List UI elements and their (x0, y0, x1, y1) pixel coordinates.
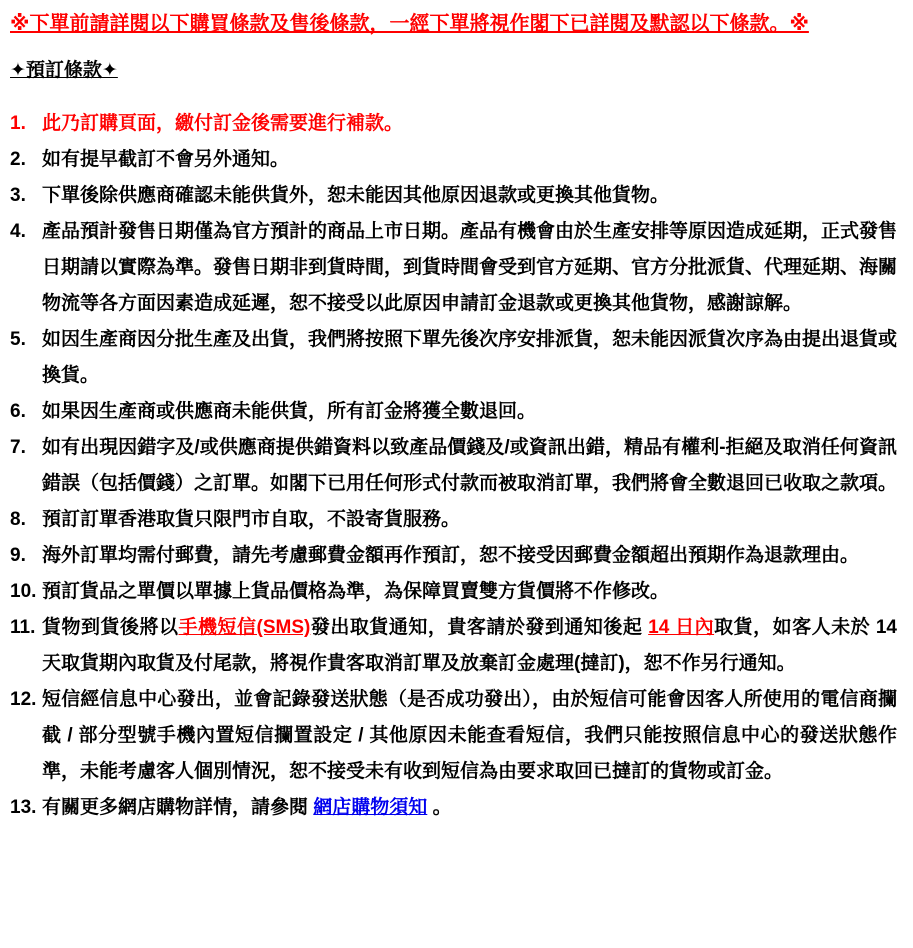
term-number: 10. (10, 581, 37, 602)
term-number: 4. (10, 221, 26, 242)
term-segment: 發出取貨通知，貴客請於發到通知後起 (310, 617, 649, 638)
term-segment: 如因生產商因分批生產及出貨，我們將按照下單先後次序安排派貨，恕未能因派貨次序為由提出退貨或換貨。 (42, 329, 898, 386)
term-text (42, 502, 897, 538)
term-text (42, 394, 897, 430)
term-text (42, 214, 897, 322)
term-segment: 短信經信息中心發出，並會記錄發送狀態（是否成功發出），由於短信可能會因客人所使用的電信商攔截 / 部分型號手機內置短信攔置設定 / 其他原因未能查看短信，我們只能按照信息中心的發送狀態作準，未能考慮客人個別情況，恕不接受未有收到短信為由要求取回已撻訂的貨物或訂金。 (42, 689, 897, 782)
term-number: 8. (10, 509, 26, 530)
term-item (10, 214, 897, 322)
term-segment: 如有出現因錯字及/或供應商提供錯資料以致產品價錢及/或資訊出錯，精品有權利-拒絕及取消任何資訊錯誤（包括價錢）之訂單。如閣下已用任何形式付款而被取消訂單，我們將會全數退回已收取之款項。 (42, 437, 898, 494)
term-segment: 。 (427, 797, 452, 818)
terms-list (10, 106, 897, 826)
term-text (42, 106, 897, 142)
term-number: 6. (10, 401, 26, 422)
term-item (10, 538, 897, 574)
term-segment: 預訂訂單香港取貨只限門市自取，不設寄貨服務。 (42, 509, 461, 530)
term-segment: 預訂貨品之單價以單據上貨品價格為準，為保障買賣雙方貨價將不作修改。 (42, 581, 670, 602)
term-item (10, 682, 897, 790)
term-item (10, 106, 897, 142)
term-number: 2. (10, 149, 26, 170)
term-segment: 此乃訂購頁面，繳付訂金後需要進行補款。 (42, 113, 404, 134)
term-item (10, 502, 897, 538)
page-title: ※下單前請詳閱以下購買條款及售後條款，一經下單將視作閣下已詳閱及默認以下條款。※ (10, 13, 809, 35)
term-number: 13. (10, 797, 37, 818)
term-text (42, 178, 897, 214)
highlighted-term-text: 14 日內 (648, 617, 715, 638)
term-text (42, 610, 897, 682)
term-segment: 有關更多網店購物詳情，請參閱 (42, 797, 314, 818)
term-item (10, 790, 897, 826)
term-text (42, 790, 897, 826)
term-segment: 如果因生產商或供應商未能供貨，所有訂金將獲全數退回。 (42, 401, 537, 422)
term-text (42, 430, 897, 502)
term-segment: 海外訂單均需付郵費，請先考慮郵費金額再作預訂，恕不接受因郵費金額超出預期作為退款理由。 (42, 545, 860, 566)
term-item (10, 178, 897, 214)
term-segment: 產品預計發售日期僅為官方預計的商品上市日期。產品有機會由於生產安排等原因造成延期，正式發售日期請以實際為準。發售日期非到貨時間，到貨時間會受到官方延期、官方分批派貨、代理延期、海關物流等各方面因素造成延遲，恕不接受以此原因申請訂金退款或更換其他貨物，感謝諒解。 (42, 221, 898, 314)
section-header: ✦預訂條款✦ (10, 60, 118, 81)
term-text (42, 142, 897, 178)
term-item (10, 430, 897, 502)
term-number: 5. (10, 329, 26, 350)
term-text (42, 574, 897, 610)
highlighted-term-text: 手機短信(SMS) (178, 617, 311, 638)
term-text (42, 682, 897, 790)
shop-guide-link[interactable]: 網店購物須知 (313, 797, 428, 818)
term-text (42, 538, 897, 574)
term-item (10, 610, 897, 682)
term-item (10, 574, 897, 610)
term-number: 3. (10, 185, 26, 206)
term-number: 1. (10, 113, 26, 134)
term-text (42, 322, 897, 394)
term-segment: 如有提早截訂不會另外通知。 (42, 149, 290, 170)
term-number: 12. (10, 689, 37, 710)
term-segment: 取貨，如客人未於 14 天取貨期內取貨及付尾款，將視作貴客取消訂單及放棄訂金處理(撻訂)，恕不作另行通知。 (42, 617, 897, 674)
term-number: 11. (10, 617, 36, 638)
term-item (10, 322, 897, 394)
term-segment: 下單後除供應商確認未能供貨外，恕未能因其他原因退款或更換其他貨物。 (42, 185, 670, 206)
term-segment: 貨物到貨後將以 (42, 617, 179, 638)
term-item (10, 142, 897, 178)
term-number: 7. (10, 437, 26, 458)
term-item (10, 394, 897, 430)
term-number: 9. (10, 545, 26, 566)
